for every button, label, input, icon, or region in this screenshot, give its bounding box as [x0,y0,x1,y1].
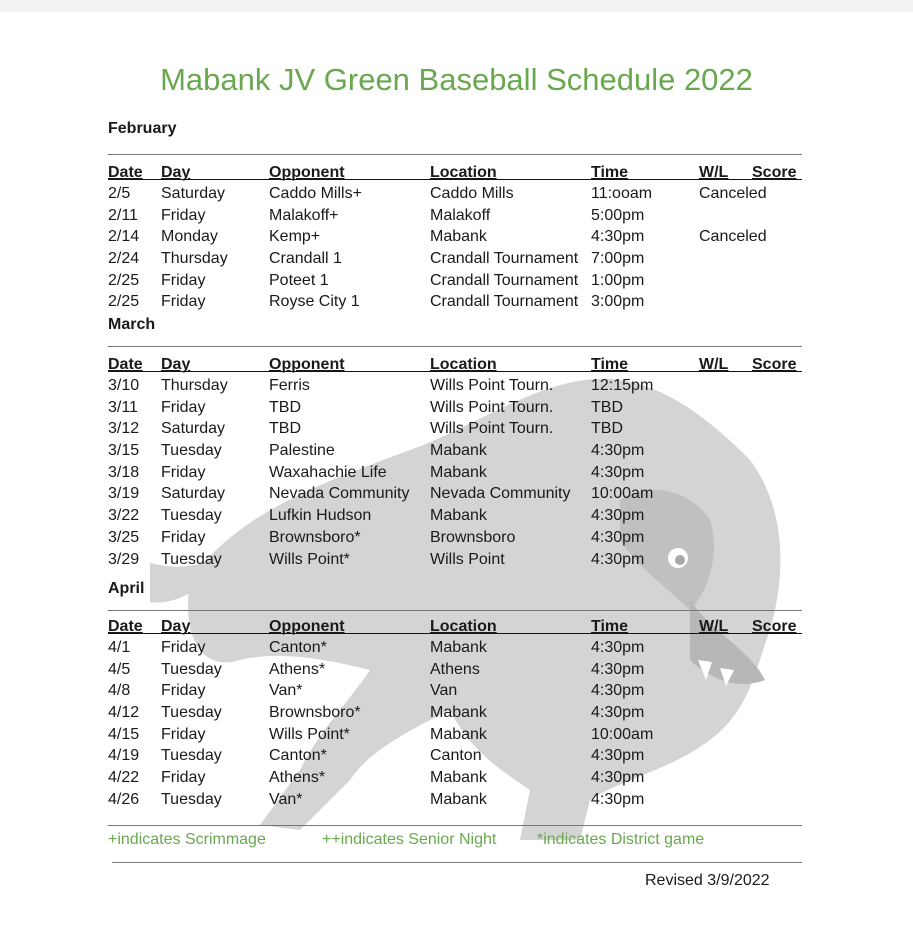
header-score: Score [752,164,797,181]
cell-date: 2/25 [108,293,140,311]
month-heading-april: April [108,580,145,597]
cell-location: Mabank [430,790,487,808]
cell-day: Friday [161,271,206,289]
divider [108,154,802,155]
table-row [108,769,808,791]
cell-location: Wills Point [430,550,505,568]
cell-day: Saturday [161,185,226,202]
cell-location: Athens [430,660,480,678]
cell-opponent: Ferris [269,377,310,394]
cell-date: 4/5 [108,660,131,678]
cell-time: 4:30pm [591,550,645,568]
schedule-rows-february [108,185,808,315]
schedule-rows-march [108,377,808,572]
cell-day: Friday [161,463,206,481]
cell-time: 7:00pm [591,250,645,268]
cell-location: Mabank [430,725,487,743]
cell-location: Crandall Tournament [430,250,579,268]
cell-location: Mabank [430,639,487,656]
header-time: Time [591,164,629,181]
cell-time: 4:30pm [591,769,645,787]
cell-date: 4/19 [108,747,140,765]
cell-opponent: Van* [269,790,303,808]
cell-opponent: Kemp+ [269,228,321,246]
cell-location: Wills Point Tourn. [430,398,554,416]
table-row [108,507,808,529]
cell-date: 3/19 [108,485,140,503]
divider [108,825,802,826]
cell-date: 3/12 [108,420,140,438]
cell-date: 4/12 [108,704,140,722]
cell-opponent: Wills Point* [269,725,350,743]
table-header-april [108,618,808,636]
divider [108,346,802,347]
cell-day: Tuesday [161,790,222,808]
cell-time: 4:30pm [591,528,645,546]
cell-time: 4:30pm [591,507,645,525]
cell-location: Mabank [430,228,487,246]
cell-time: 4:30pm [591,747,645,765]
cell-location: Mabank [430,704,487,722]
cell-time: 4:30pm [591,228,645,246]
month-heading-march: March [108,316,156,333]
legend-district: *indicates District game [537,831,705,848]
header-date: Date [108,356,143,373]
cell-opponent: Canton* [269,747,327,765]
cell-opponent: Van* [269,682,303,700]
cell-date: 4/1 [108,639,131,656]
table-row [108,704,808,726]
table-row [108,399,808,421]
cell-date: 2/14 [108,228,140,246]
cell-opponent: TBD [269,420,301,438]
header-location: Location [430,164,497,181]
table-header-february [108,164,808,182]
cell-opponent: Poteet 1 [269,271,329,289]
header-opponent: Opponent [269,164,345,181]
schedule-rows-april [108,639,808,813]
header-day: Day [161,618,191,635]
cell-date: 3/15 [108,442,140,460]
table-row [108,207,808,229]
header-date: Date [108,618,143,635]
cell-date: 4/8 [108,682,131,700]
table-row [108,529,808,551]
cell-opponent: Canton* [269,639,327,656]
cell-day: Friday [161,206,206,224]
cell-time: 4:30pm [591,463,645,481]
table-row [108,791,808,813]
cell-date: 3/18 [108,463,140,481]
cell-location: Mabank [430,442,487,460]
page-title: Mabank JV Green Baseball Schedule 2022 [160,62,753,97]
cell-day: Thursday [161,377,228,394]
cell-opponent: Malakoff+ [269,206,339,224]
cell-opponent: Royse City 1 [269,293,360,311]
cell-time: 3:00pm [591,293,645,311]
cell-day: Tuesday [161,442,222,460]
table-header-march [108,356,808,374]
cell-time: TBD [591,420,623,438]
cell-day: Friday [161,682,206,700]
cell-day: Thursday [161,250,228,268]
divider [112,862,802,863]
cell-opponent: Wills Point* [269,550,350,568]
header-opponent: Opponent [269,618,345,635]
cell-location: Mabank [430,769,487,787]
cell-location: Wills Point Tourn. [430,420,554,438]
cell-date: 3/10 [108,377,140,394]
table-row [108,250,808,272]
cell-date: 4/15 [108,725,140,743]
cell-day: Saturday [161,420,226,438]
header-day: Day [161,356,191,373]
cell-time: 10:00am [591,725,654,743]
cell-day: Tuesday [161,507,222,525]
cell-day: Friday [161,293,206,311]
cell-time: 11:ooam [591,185,653,202]
table-row [108,442,808,464]
cell-opponent: TBD [269,398,301,416]
cell-opponent: Athens* [269,769,326,787]
cell-opponent: Crandall 1 [269,250,342,268]
cell-day: Monday [161,228,218,246]
cell-opponent: Waxahachie Life [269,463,387,481]
cell-date: 3/25 [108,528,140,546]
table-row [108,293,808,315]
header-date: Date [108,164,143,181]
cell-time: 10:00am [591,485,654,503]
cell-opponent: Palestine [269,442,335,460]
table-row [108,272,808,294]
cell-location: Mabank [430,463,487,481]
cell-day: Friday [161,398,206,416]
table-row [108,420,808,442]
cell-time: 4:30pm [591,682,645,700]
cell-time: 4:30pm [591,442,645,460]
header-wl: W/L [699,164,729,181]
cell-opponent: Athens* [269,660,326,678]
cell-wl: Canceled [699,185,767,202]
cell-date: 2/5 [108,185,131,202]
divider [108,610,802,611]
cell-location: Wills Point Tourn. [430,377,554,394]
cell-location: Mabank [430,507,487,525]
cell-location: Van [430,682,458,700]
cell-time: 1:00pm [591,271,645,289]
legend-scrimmage: +indicates Scrimmage [108,831,266,848]
header-wl: W/L [699,356,729,373]
header-time: Time [591,618,629,635]
month-heading-february: February [108,120,177,137]
cell-day: Tuesday [161,747,222,765]
cell-location: Crandall Tournament [430,271,579,289]
cell-time: TBD [591,398,623,416]
table-row [108,747,808,769]
cell-day: Tuesday [161,550,222,568]
cell-location: Brownsboro [430,528,516,546]
cell-wl: Canceled [699,228,767,246]
cell-time: 4:30pm [591,790,645,808]
cell-time: 12:15pm [591,377,654,394]
header-day: Day [161,164,191,181]
revised-date: Revised 3/9/2022 [645,872,770,889]
cell-date: 4/26 [108,790,140,808]
cell-time: 4:30pm [591,639,645,656]
cell-day: Friday [161,725,206,743]
cell-day: Friday [161,528,206,546]
cell-time: 5:00pm [591,206,645,224]
cell-time: 4:30pm [591,660,645,678]
header-location: Location [430,618,497,635]
cell-date: 3/22 [108,507,140,525]
cell-date: 2/25 [108,271,140,289]
cell-day: Saturday [161,485,226,503]
header-score: Score [752,618,797,635]
table-row [108,228,808,250]
cell-date: 3/29 [108,550,140,568]
cell-opponent: Brownsboro* [269,528,361,546]
table-row [108,464,808,486]
table-row [108,682,808,704]
cell-location: Crandall Tournament [430,293,579,311]
table-row [108,485,808,507]
cell-day: Tuesday [161,704,222,722]
cell-location: Canton [430,747,482,765]
header-opponent: Opponent [269,356,345,373]
cell-opponent: Caddo Mills+ [269,185,362,202]
header-score: Score [752,356,797,373]
cell-location: Nevada Community [430,485,571,503]
cell-day: Tuesday [161,660,222,678]
top-margin-bar [0,0,913,12]
table-row [108,661,808,683]
table-row [108,551,808,573]
header-time: Time [591,356,629,373]
cell-time: 4:30pm [591,704,645,722]
cell-date: 2/24 [108,250,140,268]
table-row [108,726,808,748]
table-row [108,377,808,399]
legend-senior-night: ++indicates Senior Night [322,831,497,848]
table-row [108,639,808,661]
cell-date: 4/22 [108,769,140,787]
header-wl: W/L [699,618,729,635]
cell-opponent: Lufkin Hudson [269,507,372,525]
cell-date: 2/11 [108,206,138,224]
header-location: Location [430,356,497,373]
cell-location: Caddo Mills [430,185,514,202]
cell-day: Friday [161,769,206,787]
cell-opponent: Nevada Community [269,485,410,503]
cell-date: 3/11 [108,398,138,416]
table-row [108,185,808,207]
cell-day: Friday [161,639,206,656]
cell-location: Malakoff [430,206,491,224]
cell-opponent: Brownsboro* [269,704,361,722]
